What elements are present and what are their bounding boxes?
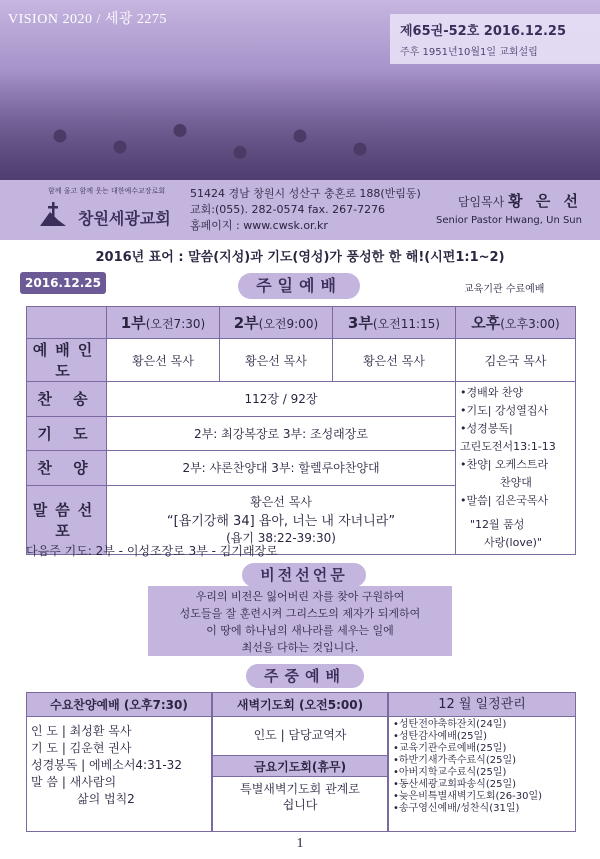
schedule-item: •동산세광교회파송식(25일) <box>393 779 517 790</box>
choir-assignments: 2부: 샤론찬양대 3부: 할렐루야찬양대 <box>107 451 456 486</box>
service-header-3: 3부(오전11:15) <box>332 307 455 339</box>
service-header-1: 1부(오전7:30) <box>107 307 220 339</box>
prayer-assignments: 2부: 최강복장로 3부: 조성래장로 <box>107 416 456 451</box>
issue-number: 제65권-52호 2016.12.25 <box>400 24 567 39</box>
wednesday-line: 삶의 법칙2 <box>77 792 135 806</box>
sunday-note: 교육기관 수료예배 <box>464 284 545 295</box>
service-header-4: 오후(오후3:00) <box>456 307 576 339</box>
dawn-leader: 인도 | 담당교역자 <box>253 728 347 742</box>
schedule-item: •교육기관수료예배(25일) <box>393 743 507 754</box>
church-address-block <box>190 186 421 234</box>
cross-logo-icon <box>38 200 68 228</box>
leader-service-3: 황은선 목사 <box>332 339 455 382</box>
friday-note: 쉽니다 <box>282 798 318 812</box>
church-slogan: 함께 울고 함께 웃는 대한예수교장로회 <box>48 187 166 195</box>
pastor-name: 황 은 선 <box>508 192 582 210</box>
sunday-service-table <box>26 306 576 555</box>
service-header-2: 2부(오전9:00) <box>219 307 332 339</box>
afternoon-program: •경배와 찬양 •기도| 강성열집사 •성경봉독| 고린도전서13:1-13 •찬양| 오케스트라 찬양대 •말씀| 김은국목사 "12월 품성 사랑(love)" <box>456 382 576 555</box>
issue-box <box>390 14 600 64</box>
church-name: 창원세광교회 <box>78 209 171 228</box>
pastor-block <box>436 190 582 226</box>
row-label-sermon: 말씀선포 <box>27 485 107 554</box>
table-corner <box>27 307 107 339</box>
church-phone: 교회:(055). 282-0574 fax. 267-7276 <box>190 203 386 216</box>
page-number: 1 <box>296 836 304 851</box>
pastor-label: 담임목사 <box>457 195 505 209</box>
wednesday-title: 수요찬양예배 (오후7:30) <box>27 693 211 717</box>
wednesday-service-box <box>26 692 212 832</box>
church-homepage[interactable]: 홈페이지 : www.cwsk.or.kr <box>190 219 328 232</box>
friday-prayer-title: 금요기도회(휴무) <box>213 755 387 777</box>
vision-label: VISION 2020 / 세광 2275 <box>8 12 167 27</box>
schedule-item: •하반기새가족수료식(25일) <box>393 755 517 766</box>
december-schedule-box <box>388 692 576 832</box>
schedule-list <box>389 717 575 815</box>
schedule-item: •늦은비특별새벽기도회(26-30일) <box>393 791 543 802</box>
schedule-title: 12 월 일정관리 <box>389 693 575 717</box>
row-label-hymn: 찬 송 <box>27 382 107 417</box>
church-address: 51424 경남 창원시 성산구 충혼로 188(반림동) <box>190 187 421 200</box>
row-label-choir: 찬 양 <box>27 451 107 486</box>
leader-service-2: 황은선 목사 <box>219 339 332 382</box>
row-label-prayer: 기 도 <box>27 416 107 451</box>
sermon-preacher: 황은선 목사 <box>250 495 312 510</box>
dawn-prayer-box <box>212 692 388 832</box>
church-logo <box>30 186 180 236</box>
vision-statement-title: 비전선언문 <box>242 563 366 587</box>
vision-statement-box: 우리의 비전은 잃어버린 자를 찾아 구원하여 성도들을 잘 훈련시켜 그리스도의 제자가 되게하여 이 땅에 하나님의 새나라를 세우는 일에 최선을 다하는 것입니다. <box>148 586 452 656</box>
schedule-item: •송구영신예배/성찬식(31일) <box>393 803 520 814</box>
wednesday-line: 성경봉독 | 에베소서4:31-32 <box>31 758 182 772</box>
schedule-item: •성탄전야축하잔치(24일) <box>393 719 507 730</box>
sermon-title: “[욥기강해 34] 욥아, 너는 내 자녀니라” <box>166 514 396 530</box>
wednesday-line: 말 씀 | 새사람의 <box>31 775 117 789</box>
row-label-leader: 예배인도 <box>27 339 107 382</box>
next-week-prayer: 다음주 기도: 2부 - 이성조장로 3부 - 김기래장로 <box>26 544 278 558</box>
wednesday-line: 인 도 | 최성환 목사 <box>31 724 132 738</box>
founded-date: 주후 1951년10월1일 교회설립 <box>400 47 538 58</box>
wednesday-line: 기 도 | 김운현 권사 <box>31 741 132 755</box>
sermon-reference: (욥기 38:22-39:30) <box>226 531 336 546</box>
weekly-service-title: 주중예배 <box>246 664 364 688</box>
date-badge: 2016.12.25 <box>20 272 106 294</box>
leader-service-4: 김은국 목사 <box>456 339 576 382</box>
sunday-service-title: 주일예배 <box>238 273 360 299</box>
schedule-item: •성탄감사예배(25일) <box>393 731 488 742</box>
pastor-name-en: Senior Pastor Hwang, Un Sun <box>435 215 582 226</box>
church-info-strip <box>0 180 600 240</box>
dawn-title: 새벽기도회 (오전5:00) <box>213 693 387 717</box>
hymn-numbers: 112장 / 92장 <box>107 382 456 417</box>
header-banner <box>0 0 600 180</box>
leader-service-1: 황은선 목사 <box>107 339 220 382</box>
year-motto: 2016년 표어 : 말씀(지성)과 기도(영성)가 풍성한 한 해!(시편1:1~2) <box>95 250 505 265</box>
congregation-silhouette <box>0 70 600 180</box>
friday-note: 특별새벽기도회 관계로 <box>240 782 360 796</box>
schedule-item: •아버지학교수료식(25일) <box>393 767 507 778</box>
